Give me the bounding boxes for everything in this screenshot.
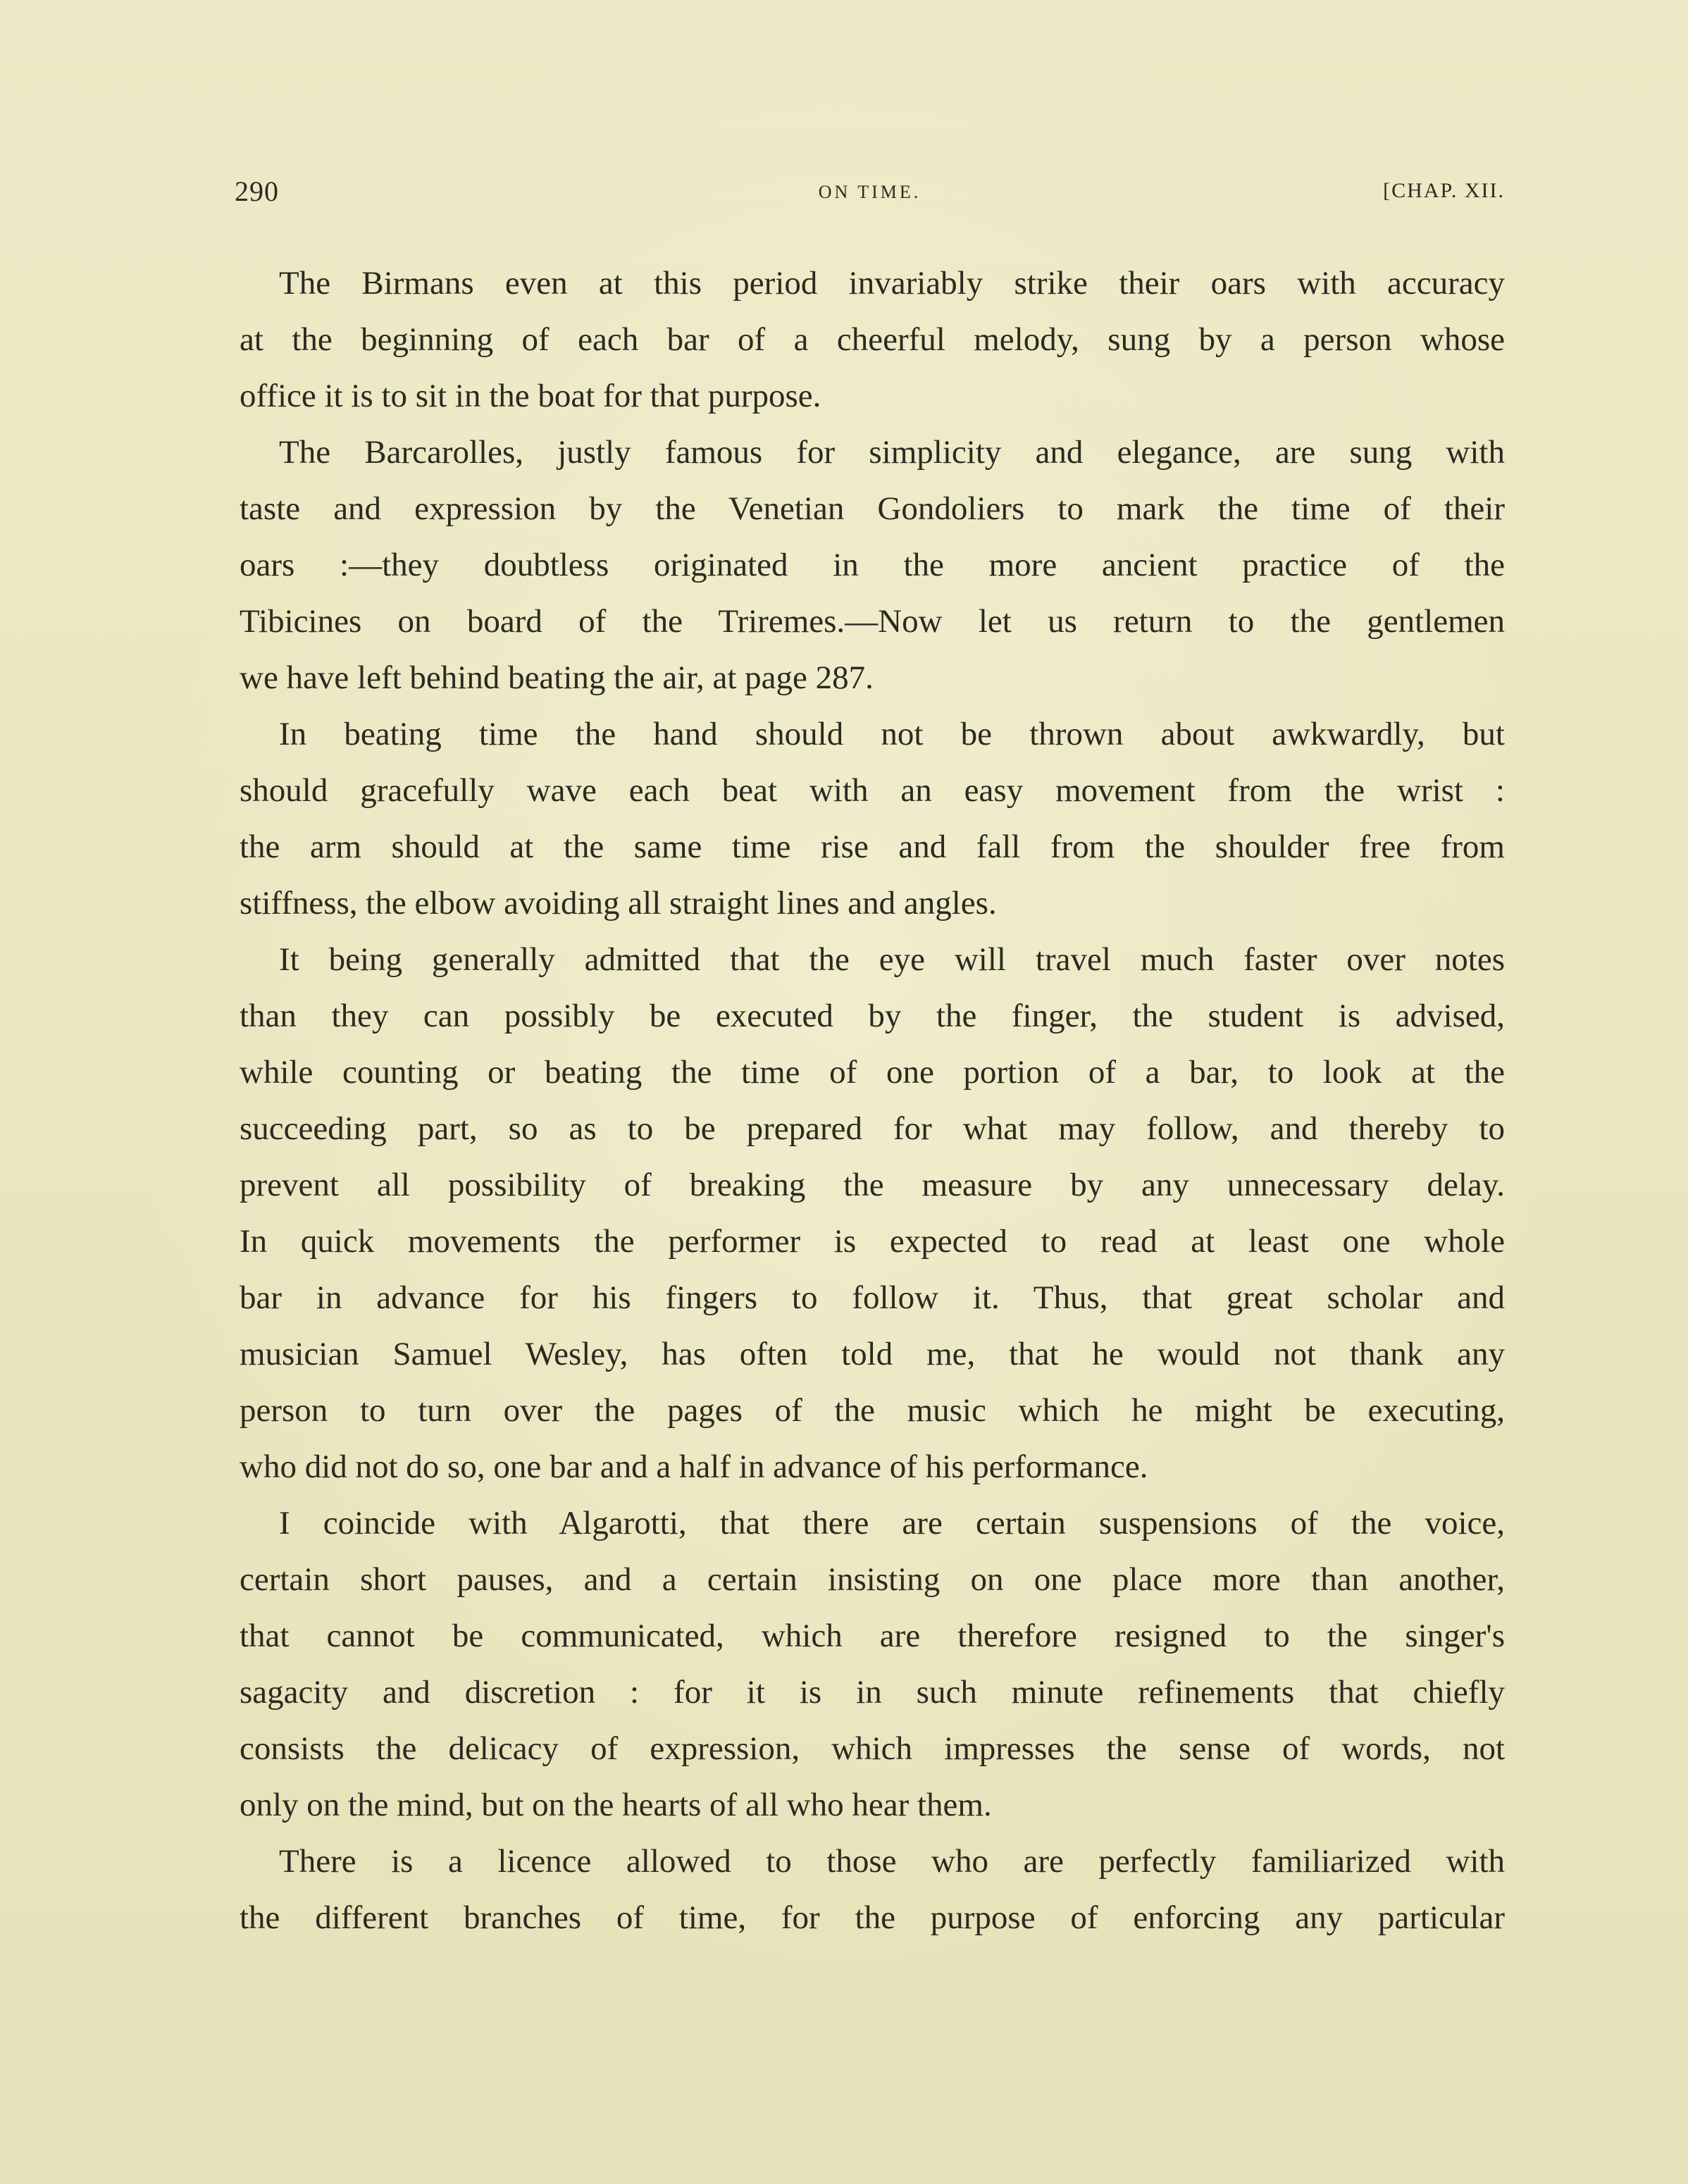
paragraph-beating-time: [240, 706, 1505, 931]
text-line: I coincide with Algarotti, that there are certain suspensions of the voice,: [279, 1505, 1505, 1541]
text-line: Tibicines on board of the Triremes.—Now let us return to the gentlemen: [240, 603, 1505, 640]
text-line: It being generally admitted that the eye will travel much faster over notes: [279, 941, 1505, 978]
text-line: prevent all possibility of breaking the measure by any unnecessary delay.: [240, 1167, 1505, 1203]
chapter-reference: [CHAP. XII.: [1383, 179, 1505, 202]
text-line: The Barcarolles, justly famous for simplicity and elegance, are sung with: [279, 434, 1505, 471]
text-line: person to turn over the pages of the music which he might be executing,: [240, 1392, 1505, 1429]
text-line: sagacity and discretion : for it is in such minute refinements that chiefly: [240, 1674, 1505, 1711]
paragraph-reading-ahead: [240, 931, 1505, 1495]
text-line: at the beginning of each bar of a cheerful melody, sung by a person whose: [240, 321, 1505, 358]
paragraph-licence: [240, 1833, 1505, 1946]
text-line: In beating time the hand should not be thrown about awkwardly, but: [279, 716, 1505, 752]
text-line: consists the delicacy of expression, which impresses the sense of words, not: [240, 1730, 1505, 1767]
running-head: [235, 175, 1505, 214]
running-title: ON TIME.: [818, 182, 921, 202]
text-line: office it is to sit in the boat for that purpose.: [240, 378, 821, 414]
text-line: certain short pauses, and a certain insisting on one place more than another,: [240, 1561, 1505, 1598]
text-line: we have left behind beating the air, at page 287.: [240, 659, 874, 696]
text-line: than they can possibly be executed by the finger, the student is advised,: [240, 998, 1505, 1034]
text-line: the different branches of time, for the purpose of enforcing any particular: [240, 1899, 1505, 1936]
text-line: bar in advance for his fingers to follow it. Thus, that great scholar and: [240, 1279, 1505, 1316]
text-line: the arm should at the same time rise and fall from the shoulder free from: [240, 829, 1505, 865]
text-line: only on the mind, but on the hearts of all who hear them.: [240, 1787, 992, 1823]
text-line: should gracefully wave each beat with an easy movement from the wrist :: [240, 772, 1505, 809]
text-line: who did not do so, one bar and a half in advance of his performance.: [240, 1448, 1148, 1485]
paragraph-algarotti: [240, 1495, 1505, 1833]
paragraph-birmans: [240, 255, 1505, 424]
text-line: taste and expression by the Venetian Gondoliers to mark the time of their: [240, 490, 1505, 527]
text-line: stiffness, the elbow avoiding all straight lines and angles.: [240, 885, 997, 922]
page-number: 290: [235, 175, 279, 207]
text-line: oars :—they doubtless originated in the more ancient practice of the: [240, 547, 1505, 583]
text-line: succeeding part, so as to be prepared for what may follow, and thereby to: [240, 1110, 1505, 1147]
body-text: [240, 255, 1505, 1946]
text-line: There is a licence allowed to those who are perfectly familiarized with: [279, 1843, 1505, 1880]
text-line: that cannot be communicated, which are therefore resigned to the singer's: [240, 1618, 1505, 1654]
text-line: The Birmans even at this period invariably strike their oars with accuracy: [279, 265, 1505, 302]
text-line: musician Samuel Wesley, has often told me, that he would not thank any: [240, 1336, 1505, 1372]
paragraph-barcarolles: [240, 424, 1505, 706]
text-line: In quick movements the performer is expected to read at least one whole: [240, 1223, 1505, 1260]
text-line: while counting or beating the time of one portion of a bar, to look at the: [240, 1054, 1505, 1091]
